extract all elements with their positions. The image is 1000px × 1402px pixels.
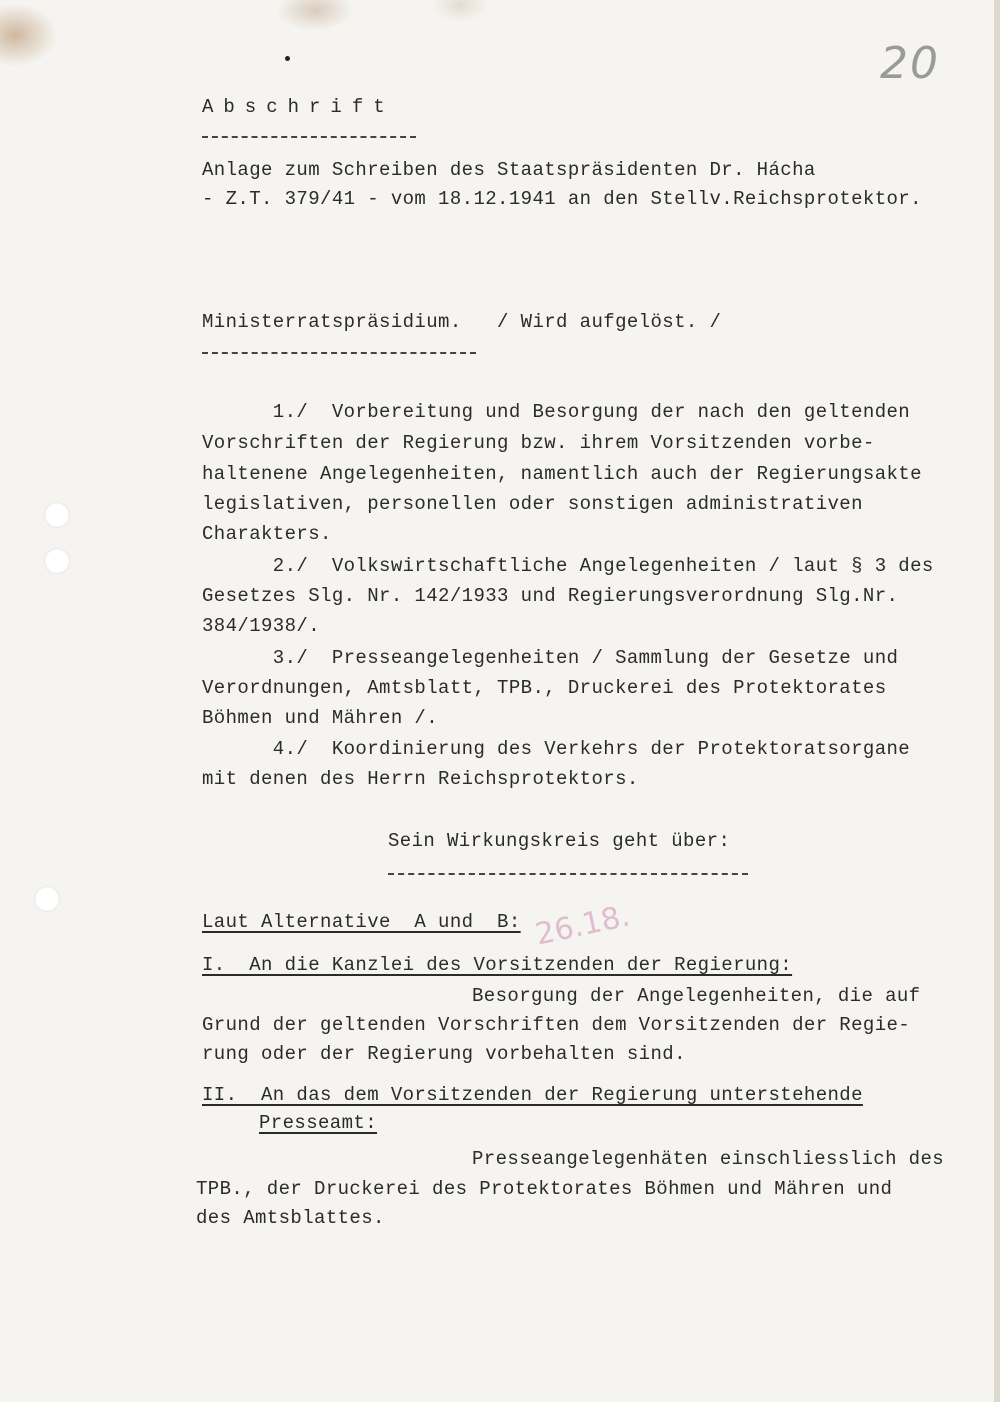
part-two-line: des Amtsblattes. xyxy=(196,1207,385,1229)
page-edge xyxy=(994,0,1000,1402)
item-line: mit denen des Herrn Reichsprotektors. xyxy=(202,768,639,790)
part-one-heading: I. An die Kanzlei des Vorsitzenden der Regierung: xyxy=(202,954,793,976)
item-line: 3./ Presseangelegenheiten / Sammlung der Gesetze und xyxy=(202,647,899,669)
alternative-heading: Laut Alternative A und B: xyxy=(202,911,521,933)
item-line: Charakters. xyxy=(202,523,332,545)
received-stamp: 26.18. xyxy=(532,898,634,953)
part-two-heading-cont: Presseamt: xyxy=(259,1112,378,1134)
item-line: 4./ Koordinierung des Verkehrs der Protektoratsorgane xyxy=(202,738,911,760)
scope-heading: Sein Wirkungskreis geht über: xyxy=(388,830,731,852)
part-one-line: Besorgung der Angelegenheiten, die auf xyxy=(472,985,921,1007)
section-underline xyxy=(202,352,476,354)
item-line: Gesetzes Slg. Nr. 142/1933 und Regierungsverordnung Slg.Nr. xyxy=(202,585,899,607)
section-title: Ministerratspräsidium. / Wird aufgelöst. / xyxy=(202,311,722,333)
item-line: 384/1938/. xyxy=(202,615,321,637)
part-one-line: rung oder der Regierung vorbehalten sind. xyxy=(202,1043,686,1065)
punch-hole xyxy=(44,548,70,574)
punch-hole xyxy=(44,502,70,528)
intro-line: Anlage zum Schreiben des Staatspräsidenten Dr. Hácha xyxy=(202,159,816,181)
punch-hole xyxy=(34,886,60,912)
item-line: legislativen, personellen oder sonstigen administrativen xyxy=(202,493,863,515)
item-line: 2./ Volkswirtschaftliche Angelegenheiten / laut § 3 des xyxy=(202,555,934,577)
scope-underline xyxy=(388,873,748,875)
item-line: Verordnungen, Amtsblatt, TPB., Druckerei des Protektorates xyxy=(202,677,887,699)
ink-dot xyxy=(285,56,290,61)
item-line: Böhmen und Mähren /. xyxy=(202,707,439,729)
intro-line: - Z.T. 379/41 - vom 18.12.1941 an den Stellv.Reichsprotektor. xyxy=(202,188,922,210)
item-line: Vorschriften der Regierung bzw. ihrem Vorsitzenden vorbe- xyxy=(202,432,875,454)
heading-underline xyxy=(202,136,416,138)
part-two-line: Presseangelegenhäten einschliesslich des xyxy=(472,1148,945,1170)
item-line: 1./ Vorbereitung und Besorgung der nach den geltenden xyxy=(202,401,911,423)
part-two-heading: II. An das dem Vorsitzenden der Regierung unterstehende xyxy=(202,1084,863,1106)
page-number: 20 xyxy=(880,38,940,89)
item-line: haltenene Angelegenheiten, namentlich auch der Regierungsakte xyxy=(202,463,922,485)
part-two-line: TPB., der Druckerei des Protektorates Böhmen und Mähren und xyxy=(196,1178,893,1200)
part-one-line: Grund der geltenden Vorschriften dem Vorsitzenden der Regie- xyxy=(202,1014,911,1036)
document-heading: Abschrift xyxy=(202,96,395,118)
